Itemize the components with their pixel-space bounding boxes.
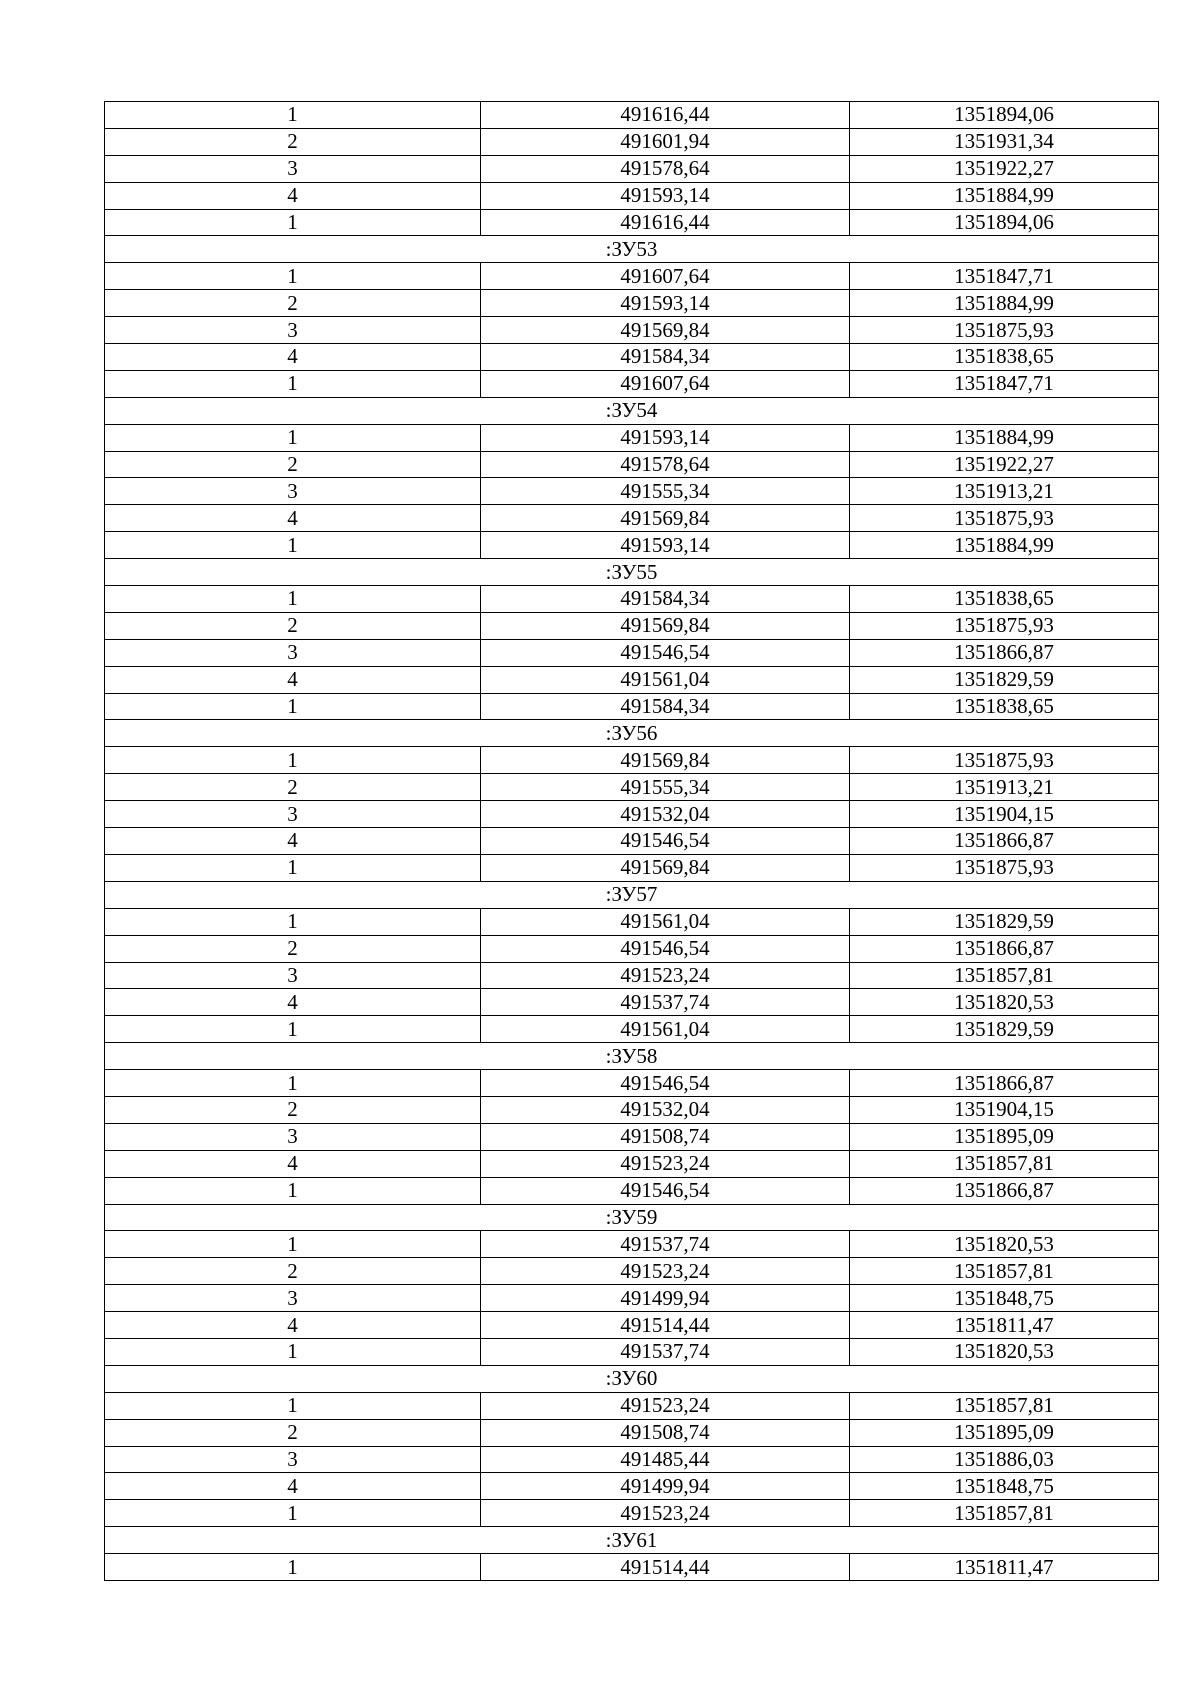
y-coordinate-cell: 1351820,53	[850, 989, 1159, 1016]
point-number-cell: 1	[105, 102, 481, 129]
point-number-cell: 4	[105, 1473, 481, 1500]
point-number-cell: 3	[105, 962, 481, 989]
table-row	[105, 317, 1159, 344]
point-number-cell: 1	[105, 1016, 481, 1043]
x-coordinate-cell: 491569,84	[481, 612, 850, 639]
point-number-cell: 1	[105, 209, 481, 236]
point-number-cell: 3	[105, 1123, 481, 1150]
y-coordinate-cell: 1351922,27	[850, 451, 1159, 478]
x-coordinate-cell: 491561,04	[481, 908, 850, 935]
point-number-cell: 1	[105, 263, 481, 290]
section-label: :ЗУ61	[105, 1527, 1159, 1554]
coordinates-table-body	[105, 102, 1159, 1581]
x-coordinate-cell: 491584,34	[481, 344, 850, 371]
y-coordinate-cell: 1351838,65	[850, 344, 1159, 371]
x-coordinate-cell: 491607,64	[481, 370, 850, 397]
point-number-cell: 4	[105, 505, 481, 532]
point-number-cell: 3	[105, 155, 481, 182]
y-coordinate-cell: 1351829,59	[850, 908, 1159, 935]
x-coordinate-cell: 491578,64	[481, 451, 850, 478]
point-number-cell: 1	[105, 693, 481, 720]
table-row	[105, 1150, 1159, 1177]
point-number-cell: 2	[105, 935, 481, 962]
y-coordinate-cell: 1351829,59	[850, 1016, 1159, 1043]
table-row	[105, 1070, 1159, 1097]
x-coordinate-cell: 491523,24	[481, 1500, 850, 1527]
y-coordinate-cell: 1351894,06	[850, 209, 1159, 236]
y-coordinate-cell: 1351866,87	[850, 1177, 1159, 1204]
x-coordinate-cell: 491616,44	[481, 209, 850, 236]
y-coordinate-cell: 1351857,81	[850, 1258, 1159, 1285]
x-coordinate-cell: 491499,94	[481, 1473, 850, 1500]
x-coordinate-cell: 491569,84	[481, 747, 850, 774]
point-number-cell: 1	[105, 1231, 481, 1258]
section-header-row	[105, 720, 1159, 747]
y-coordinate-cell: 1351820,53	[850, 1338, 1159, 1365]
table-row	[105, 1312, 1159, 1339]
table-row	[105, 1258, 1159, 1285]
section-header-row	[105, 881, 1159, 908]
point-number-cell: 2	[105, 128, 481, 155]
point-number-cell: 1	[105, 1392, 481, 1419]
point-number-cell: 4	[105, 989, 481, 1016]
section-header-row	[105, 1365, 1159, 1392]
x-coordinate-cell: 491499,94	[481, 1285, 850, 1312]
point-number-cell: 4	[105, 344, 481, 371]
x-coordinate-cell: 491546,54	[481, 639, 850, 666]
point-number-cell: 1	[105, 370, 481, 397]
point-number-cell: 1	[105, 1338, 481, 1365]
y-coordinate-cell: 1351922,27	[850, 155, 1159, 182]
y-coordinate-cell: 1351838,65	[850, 586, 1159, 613]
x-coordinate-cell: 491561,04	[481, 666, 850, 693]
table-row	[105, 747, 1159, 774]
y-coordinate-cell: 1351913,21	[850, 774, 1159, 801]
y-coordinate-cell: 1351884,99	[850, 532, 1159, 559]
x-coordinate-cell: 491532,04	[481, 801, 850, 828]
table-row	[105, 1446, 1159, 1473]
table-row	[105, 478, 1159, 505]
y-coordinate-cell: 1351875,93	[850, 612, 1159, 639]
section-header-row	[105, 1043, 1159, 1070]
point-number-cell: 3	[105, 801, 481, 828]
y-coordinate-cell: 1351866,87	[850, 639, 1159, 666]
y-coordinate-cell: 1351895,09	[850, 1419, 1159, 1446]
section-header-row	[105, 236, 1159, 263]
x-coordinate-cell: 491546,54	[481, 1070, 850, 1097]
x-coordinate-cell: 491569,84	[481, 317, 850, 344]
y-coordinate-cell: 1351875,93	[850, 747, 1159, 774]
point-number-cell: 3	[105, 317, 481, 344]
x-coordinate-cell: 491537,74	[481, 989, 850, 1016]
table-row	[105, 1554, 1159, 1581]
x-coordinate-cell: 491485,44	[481, 1446, 850, 1473]
x-coordinate-cell: 491546,54	[481, 935, 850, 962]
x-coordinate-cell: 491593,14	[481, 182, 850, 209]
coordinates-table	[104, 101, 1159, 1581]
table-row	[105, 344, 1159, 371]
table-row	[105, 1500, 1159, 1527]
x-coordinate-cell: 491514,44	[481, 1554, 850, 1581]
y-coordinate-cell: 1351838,65	[850, 693, 1159, 720]
x-coordinate-cell: 491593,14	[481, 290, 850, 317]
y-coordinate-cell: 1351913,21	[850, 478, 1159, 505]
section-label: :ЗУ56	[105, 720, 1159, 747]
y-coordinate-cell: 1351847,71	[850, 263, 1159, 290]
table-row	[105, 935, 1159, 962]
y-coordinate-cell: 1351875,93	[850, 317, 1159, 344]
point-number-cell: 2	[105, 451, 481, 478]
point-number-cell: 1	[105, 424, 481, 451]
x-coordinate-cell: 491508,74	[481, 1419, 850, 1446]
y-coordinate-cell: 1351811,47	[850, 1312, 1159, 1339]
point-number-cell: 4	[105, 666, 481, 693]
table-row	[105, 1419, 1159, 1446]
x-coordinate-cell: 491584,34	[481, 586, 850, 613]
point-number-cell: 1	[105, 1500, 481, 1527]
section-label: :ЗУ59	[105, 1204, 1159, 1231]
section-label: :ЗУ53	[105, 236, 1159, 263]
section-label: :ЗУ57	[105, 881, 1159, 908]
x-coordinate-cell: 491523,24	[481, 1258, 850, 1285]
y-coordinate-cell: 1351847,71	[850, 370, 1159, 397]
x-coordinate-cell: 491584,34	[481, 693, 850, 720]
section-header-row	[105, 559, 1159, 586]
point-number-cell: 3	[105, 478, 481, 505]
table-row	[105, 182, 1159, 209]
point-number-cell: 1	[105, 747, 481, 774]
point-number-cell: 3	[105, 1285, 481, 1312]
table-row	[105, 505, 1159, 532]
table-row	[105, 1338, 1159, 1365]
point-number-cell: 1	[105, 854, 481, 881]
y-coordinate-cell: 1351875,93	[850, 854, 1159, 881]
x-coordinate-cell: 491532,04	[481, 1096, 850, 1123]
point-number-cell: 2	[105, 290, 481, 317]
y-coordinate-cell: 1351857,81	[850, 1500, 1159, 1527]
y-coordinate-cell: 1351866,87	[850, 935, 1159, 962]
point-number-cell: 1	[105, 1177, 481, 1204]
table-row	[105, 128, 1159, 155]
table-row	[105, 1123, 1159, 1150]
point-number-cell: 4	[105, 1312, 481, 1339]
x-coordinate-cell: 491537,74	[481, 1231, 850, 1258]
y-coordinate-cell: 1351857,81	[850, 1150, 1159, 1177]
section-label: :ЗУ58	[105, 1043, 1159, 1070]
table-row	[105, 908, 1159, 935]
x-coordinate-cell: 491569,84	[481, 505, 850, 532]
x-coordinate-cell: 491561,04	[481, 1016, 850, 1043]
table-row	[105, 370, 1159, 397]
section-label: :ЗУ55	[105, 559, 1159, 586]
section-header-row	[105, 1527, 1159, 1554]
point-number-cell: 3	[105, 639, 481, 666]
x-coordinate-cell: 491607,64	[481, 263, 850, 290]
point-number-cell: 1	[105, 532, 481, 559]
x-coordinate-cell: 491523,24	[481, 962, 850, 989]
point-number-cell: 1	[105, 586, 481, 613]
y-coordinate-cell: 1351811,47	[850, 1554, 1159, 1581]
table-row	[105, 612, 1159, 639]
x-coordinate-cell: 491523,24	[481, 1150, 850, 1177]
y-coordinate-cell: 1351904,15	[850, 801, 1159, 828]
y-coordinate-cell: 1351895,09	[850, 1123, 1159, 1150]
y-coordinate-cell: 1351884,99	[850, 182, 1159, 209]
x-coordinate-cell: 491569,84	[481, 854, 850, 881]
point-number-cell: 2	[105, 774, 481, 801]
x-coordinate-cell: 491546,54	[481, 1177, 850, 1204]
table-row	[105, 532, 1159, 559]
section-label: :ЗУ60	[105, 1365, 1159, 1392]
y-coordinate-cell: 1351894,06	[850, 102, 1159, 129]
table-row	[105, 1392, 1159, 1419]
table-row	[105, 989, 1159, 1016]
x-coordinate-cell: 491546,54	[481, 828, 850, 855]
x-coordinate-cell: 491555,34	[481, 478, 850, 505]
y-coordinate-cell: 1351886,03	[850, 1446, 1159, 1473]
table-row	[105, 102, 1159, 129]
table-row	[105, 666, 1159, 693]
x-coordinate-cell: 491593,14	[481, 424, 850, 451]
section-label: :ЗУ54	[105, 397, 1159, 424]
table-row	[105, 424, 1159, 451]
table-row	[105, 586, 1159, 613]
y-coordinate-cell: 1351829,59	[850, 666, 1159, 693]
point-number-cell: 2	[105, 1258, 481, 1285]
table-row	[105, 801, 1159, 828]
table-row	[105, 854, 1159, 881]
table-row	[105, 263, 1159, 290]
y-coordinate-cell: 1351848,75	[850, 1285, 1159, 1312]
table-row	[105, 451, 1159, 478]
table-row	[105, 693, 1159, 720]
table-row	[105, 774, 1159, 801]
point-number-cell: 1	[105, 1070, 481, 1097]
section-header-row	[105, 1204, 1159, 1231]
point-number-cell: 2	[105, 1419, 481, 1446]
point-number-cell: 2	[105, 1096, 481, 1123]
table-row	[105, 962, 1159, 989]
table-row	[105, 1177, 1159, 1204]
point-number-cell: 4	[105, 1150, 481, 1177]
table-row	[105, 639, 1159, 666]
table-row	[105, 1285, 1159, 1312]
x-coordinate-cell: 491593,14	[481, 532, 850, 559]
table-row	[105, 1473, 1159, 1500]
point-number-cell: 3	[105, 1446, 481, 1473]
section-header-row	[105, 397, 1159, 424]
x-coordinate-cell: 491523,24	[481, 1392, 850, 1419]
y-coordinate-cell: 1351884,99	[850, 290, 1159, 317]
x-coordinate-cell: 491514,44	[481, 1312, 850, 1339]
table-row	[105, 1016, 1159, 1043]
y-coordinate-cell: 1351884,99	[850, 424, 1159, 451]
point-number-cell: 1	[105, 908, 481, 935]
table-row	[105, 155, 1159, 182]
point-number-cell: 4	[105, 182, 481, 209]
y-coordinate-cell: 1351904,15	[850, 1096, 1159, 1123]
y-coordinate-cell: 1351857,81	[850, 962, 1159, 989]
table-row	[105, 209, 1159, 236]
point-number-cell: 2	[105, 612, 481, 639]
y-coordinate-cell: 1351866,87	[850, 828, 1159, 855]
y-coordinate-cell: 1351931,34	[850, 128, 1159, 155]
point-number-cell: 1	[105, 1554, 481, 1581]
x-coordinate-cell: 491537,74	[481, 1338, 850, 1365]
table-row	[105, 1231, 1159, 1258]
table-row	[105, 828, 1159, 855]
y-coordinate-cell: 1351848,75	[850, 1473, 1159, 1500]
y-coordinate-cell: 1351866,87	[850, 1070, 1159, 1097]
x-coordinate-cell: 491508,74	[481, 1123, 850, 1150]
x-coordinate-cell: 491555,34	[481, 774, 850, 801]
point-number-cell: 4	[105, 828, 481, 855]
table-row	[105, 1096, 1159, 1123]
y-coordinate-cell: 1351857,81	[850, 1392, 1159, 1419]
y-coordinate-cell: 1351820,53	[850, 1231, 1159, 1258]
table-row	[105, 290, 1159, 317]
x-coordinate-cell: 491616,44	[481, 102, 850, 129]
x-coordinate-cell: 491578,64	[481, 155, 850, 182]
x-coordinate-cell: 491601,94	[481, 128, 850, 155]
y-coordinate-cell: 1351875,93	[850, 505, 1159, 532]
